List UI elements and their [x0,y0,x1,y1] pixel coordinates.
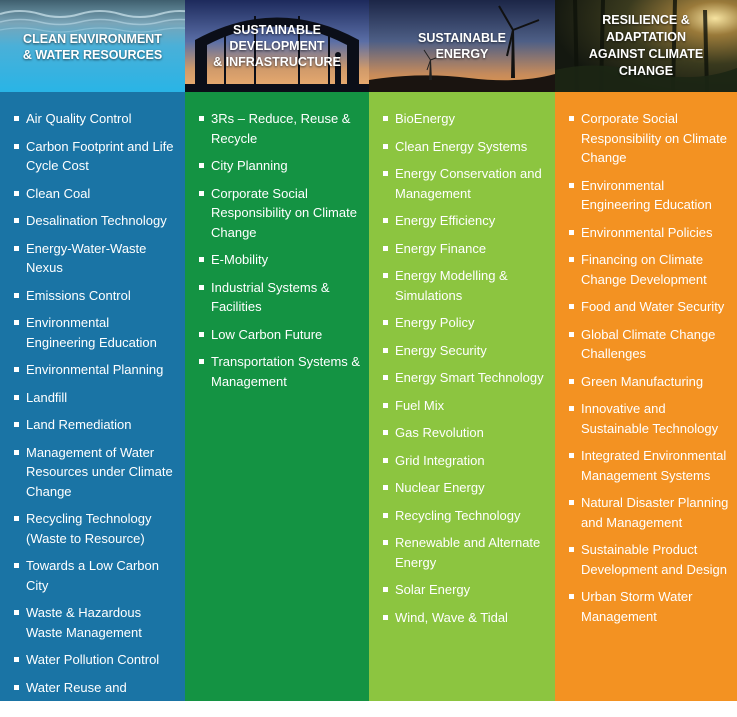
list-item[interactable]: Air Quality Control [26,109,181,129]
column-resilience-adaptation [555,0,737,701]
header-sustainable-energy [369,0,555,92]
list-item[interactable]: E-Mobility [211,250,365,270]
list-item[interactable]: Environmental Planning [26,360,181,380]
list-item[interactable]: Environmental Engineering Education [26,313,181,352]
list-item[interactable]: Environmental Policies [581,223,733,243]
list-item[interactable]: Carbon Footprint and Life Cycle Cost [26,137,181,176]
header-sustainable-development [185,0,369,92]
list-item[interactable]: BioEnergy [395,109,551,129]
column-title: CLEAN ENVIRONMENT & WATER RESOURCES [22,32,163,62]
list-item[interactable]: Green Manufacturing [581,372,733,392]
topic-list [0,92,185,717]
topic-list [369,92,555,627]
list-item[interactable]: Grid Integration [395,451,551,471]
list-item[interactable]: Energy Smart Technology [395,368,551,388]
column-body [185,92,369,701]
list-item[interactable]: Transportation Systems & Management [211,352,365,391]
list-item[interactable]: Water Reuse and Management [26,678,181,717]
list-item[interactable]: Land Remediation [26,415,181,435]
list-item[interactable]: Wind, Wave & Tidal [395,608,551,628]
list-item[interactable]: Solar Energy [395,580,551,600]
list-item[interactable]: Financing on Climate Change Development [581,250,733,289]
topic-list [555,92,737,626]
column-clean-environment [0,0,185,714]
list-item[interactable]: Corporate Social Responsibility on Climate Change [211,184,365,243]
list-item[interactable]: Renewable and Alternate Energy [395,533,551,572]
header-clean-environment [0,0,185,92]
list-item[interactable]: Natural Disaster Planning and Management [581,493,733,532]
list-item[interactable]: Energy Efficiency [395,211,551,231]
list-item[interactable]: Global Climate Change Challenges [581,325,733,364]
list-item[interactable]: Food and Water Security [581,297,733,317]
column-sustainable-energy [369,0,555,701]
list-item[interactable]: Towards a Low Carbon City [26,556,181,595]
column-sustainable-development [185,0,369,701]
list-item[interactable]: Energy Policy [395,313,551,333]
list-item[interactable]: Urban Storm Water Management [581,587,733,626]
topic-list [185,92,369,391]
column-body [0,92,185,714]
list-item[interactable]: Energy Conservation and Management [395,164,551,203]
list-item[interactable]: Recycling Technology (Waste to Resource) [26,509,181,548]
list-item[interactable]: Energy Security [395,341,551,361]
list-item[interactable]: City Planning [211,156,365,176]
list-item[interactable]: Clean Coal [26,184,181,204]
column-title: SUSTAINABLE DEVELOPMENT & INFRASTRUCTURE [213,23,341,69]
list-item[interactable]: Nuclear Energy [395,478,551,498]
list-item[interactable]: Energy Finance [395,239,551,259]
list-item[interactable]: Corporate Social Responsibility on Climate Change [581,109,733,168]
list-item[interactable]: Sustainable Product Development and Design [581,540,733,579]
list-item[interactable]: Innovative and Sustainable Technology [581,399,733,438]
list-item[interactable]: Energy-Water-Waste Nexus [26,239,181,278]
list-item[interactable]: Water Pollution Control [26,650,181,670]
list-item[interactable]: Clean Energy Systems [395,137,551,157]
list-item[interactable]: Management of Water Resources under Climate Change [26,443,181,502]
list-item[interactable]: Energy Modelling & Simulations [395,266,551,305]
list-item[interactable]: Environmental Engineering Education [581,176,733,215]
list-item[interactable]: Low Carbon Future [211,325,365,345]
column-title: SUSTAINABLE ENERGY [418,31,506,61]
list-item[interactable]: 3Rs – Reduce, Reuse & Recycle [211,109,365,148]
list-item[interactable]: Industrial Systems & Facilities [211,278,365,317]
list-item[interactable]: Emissions Control [26,286,181,306]
list-item[interactable]: Integrated Environmental Management Systems [581,446,733,485]
column-body [555,92,737,701]
list-item[interactable]: Waste & Hazardous Waste Management [26,603,181,642]
list-item[interactable]: Landfill [26,388,181,408]
list-item[interactable]: Fuel Mix [395,396,551,416]
header-resilience-adaptation [555,0,737,92]
list-item[interactable]: Desalination Technology [26,211,181,231]
column-body [369,92,555,701]
list-item[interactable]: Recycling Technology [395,506,551,526]
column-title: RESILIENCE & ADAPTATION AGAINST CLIMATE CHANGE [588,13,704,78]
list-item[interactable]: Gas Revolution [395,423,551,443]
